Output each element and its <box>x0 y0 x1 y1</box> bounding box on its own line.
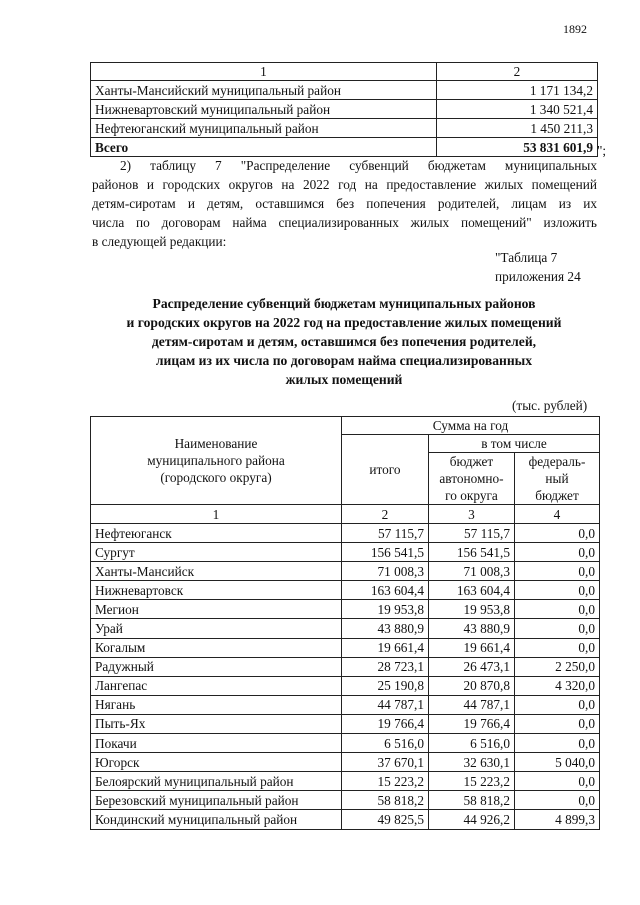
title-line: Распределение субвенций бюджетам муниципальных районов <box>152 296 536 311</box>
row-name: Югорск <box>91 753 342 772</box>
row-total: 43 880,9 <box>342 619 429 638</box>
paragraph-line: детям-сиротам и детям, оставшимся без попечения родителей, лицам из их <box>92 196 597 211</box>
row-federal: 0,0 <box>515 695 600 714</box>
row-name: Кондинский муниципальный район <box>91 810 342 829</box>
header-budget-ao <box>429 453 515 505</box>
header-federal <box>515 453 600 505</box>
total-label: Всего <box>91 138 437 157</box>
paragraph-line: в следующей редакции: <box>92 234 227 249</box>
row-name: Нижневартовск <box>91 581 342 600</box>
total-value: 53 831 601,9 <box>437 138 598 157</box>
header-name-cell <box>91 417 342 505</box>
row-budget-ao: 58 818,2 <box>429 791 515 810</box>
row-total: 28 723,1 <box>342 657 429 676</box>
row-total: 57 115,7 <box>342 524 429 543</box>
row-total: 37 670,1 <box>342 753 429 772</box>
row-name: Пыть-Ях <box>91 714 342 733</box>
paragraph-line: 2) таблицу 7 "Распределение субвенций бюджетам муниципальных <box>120 158 597 173</box>
title-line: жилых помещений <box>285 372 403 387</box>
row-budget-ao: 43 880,9 <box>429 619 515 638</box>
row-total: 71 008,3 <box>342 562 429 581</box>
table-row <box>91 100 598 119</box>
row-budget-ao: 163 604,4 <box>429 581 515 600</box>
row-budget-ao: 44 787,1 <box>429 695 515 714</box>
row-budget-ao: 19 766,4 <box>429 714 515 733</box>
page-number: 1892 <box>563 22 587 36</box>
col-number: 4 <box>515 505 600 524</box>
row-budget-ao: 57 115,7 <box>429 524 515 543</box>
row-name: Нижневартовский муниципальный район <box>91 100 437 119</box>
row-total: 19 953,8 <box>342 600 429 619</box>
total-row <box>91 138 598 157</box>
header-name-line: Наименование <box>174 436 258 451</box>
row-federal: 0,0 <box>515 734 600 753</box>
row-name: Радужный <box>91 657 342 676</box>
table-row <box>91 81 598 100</box>
row-budget-ao: 26 473,1 <box>429 657 515 676</box>
row-federal: 0,0 <box>515 772 600 791</box>
row-budget-ao: 156 541,5 <box>429 543 515 562</box>
header-sum-per-year: Сумма на год <box>342 417 600 435</box>
table-row <box>91 119 598 138</box>
table-row <box>91 619 600 638</box>
row-federal: 2 250,0 <box>515 657 600 676</box>
title-line: лицам из их числа по договорам найма специализированных <box>155 353 533 368</box>
table-row <box>91 676 600 695</box>
row-budget-ao: 20 870,8 <box>429 676 515 695</box>
row-total: 156 541,5 <box>342 543 429 562</box>
row-name: Мегион <box>91 600 342 619</box>
table-row <box>91 524 600 543</box>
header-federal-line: бюджет <box>535 488 579 503</box>
title-line: и городских округов на 2022 год на предоставление жилых помещений <box>126 315 562 330</box>
row-total: 6 516,0 <box>342 734 429 753</box>
table-row <box>91 810 600 829</box>
row-budget-ao: 19 953,8 <box>429 600 515 619</box>
table-body <box>91 524 600 830</box>
header-including: в том числе <box>429 435 600 453</box>
header-name-line: (городского округа) <box>160 470 272 485</box>
table-row <box>91 581 600 600</box>
row-total: 25 190,8 <box>342 676 429 695</box>
table-row <box>91 714 600 733</box>
row-total: 15 223,2 <box>342 772 429 791</box>
table-ref-line-2: приложения 24 <box>495 269 581 284</box>
col-number: 2 <box>342 505 429 524</box>
row-total: 19 661,4 <box>342 638 429 657</box>
paragraph-line: районов и городских округов на 2022 год на предоставление жилых помещений <box>92 177 597 192</box>
row-name: Ханты-Мансийск <box>91 562 342 581</box>
row-total: 19 766,4 <box>342 714 429 733</box>
header-col-1: 1 <box>91 63 437 81</box>
header-federal-line: федераль- <box>528 454 586 469</box>
table-ref-line-1: "Таблица 7 <box>495 250 558 265</box>
header-name-line: муниципального района <box>147 453 285 468</box>
row-name: Белоярский муниципальный район <box>91 772 342 791</box>
row-budget-ao: 32 630,1 <box>429 753 515 772</box>
top-table <box>90 62 598 157</box>
amendment-paragraph <box>92 156 597 251</box>
row-budget-ao: 19 661,4 <box>429 638 515 657</box>
row-budget-ao: 71 008,3 <box>429 562 515 581</box>
row-federal: 0,0 <box>515 791 600 810</box>
header-budget-line: автономно- <box>439 471 504 486</box>
row-federal: 0,0 <box>515 562 600 581</box>
row-federal: 0,0 <box>515 524 600 543</box>
row-name: Урай <box>91 619 342 638</box>
table-row <box>91 734 600 753</box>
row-budget-ao: 6 516,0 <box>429 734 515 753</box>
row-federal: 0,0 <box>515 619 600 638</box>
paragraph-line: числа по договорам найма специализированных жилых помещений" изложить <box>92 215 597 230</box>
table-row <box>91 638 600 657</box>
table-row <box>91 791 600 810</box>
row-total: 49 825,5 <box>342 810 429 829</box>
row-name: Нефтеюганский муниципальный район <box>91 119 437 138</box>
row-federal: 0,0 <box>515 638 600 657</box>
header-budget-line: бюджет <box>449 454 494 469</box>
table-row <box>91 543 600 562</box>
row-federal: 0,0 <box>515 543 600 562</box>
row-total: 44 787,1 <box>342 695 429 714</box>
row-name: Лангепас <box>91 676 342 695</box>
row-federal: 0,0 <box>515 600 600 619</box>
header-federal-line: ный <box>545 471 569 486</box>
row-federal: 5 040,0 <box>515 753 600 772</box>
row-name: Ханты-Мансийский муниципальный район <box>91 81 437 100</box>
row-name: Когалым <box>91 638 342 657</box>
header-col-2: 2 <box>437 63 598 81</box>
col-number: 1 <box>91 505 342 524</box>
row-total: 163 604,4 <box>342 581 429 600</box>
row-budget-ao: 15 223,2 <box>429 772 515 791</box>
table-title <box>90 294 598 389</box>
row-federal: 0,0 <box>515 714 600 733</box>
row-name: Покачи <box>91 734 342 753</box>
table-row <box>91 753 600 772</box>
row-name: Березовский муниципальный район <box>91 791 342 810</box>
top-table-header <box>91 63 598 81</box>
header-row-1 <box>91 417 600 435</box>
row-federal: 4 899,3 <box>515 810 600 829</box>
row-value: 1 450 211,3 <box>437 119 598 138</box>
table-row <box>91 562 600 581</box>
table-row <box>91 657 600 676</box>
table-row <box>91 772 600 791</box>
row-federal: 4 320,0 <box>515 676 600 695</box>
table-row <box>91 695 600 714</box>
row-budget-ao: 44 926,2 <box>429 810 515 829</box>
column-number-row <box>91 505 600 524</box>
row-federal: 0,0 <box>515 581 600 600</box>
table-row <box>91 600 600 619</box>
row-value: 1 171 134,2 <box>437 81 598 100</box>
row-total: 58 818,2 <box>342 791 429 810</box>
title-line: детям-сиротам и детям, оставшимся без попечения родителей, <box>151 334 537 349</box>
subsidy-table <box>90 416 600 830</box>
row-value: 1 340 521,4 <box>437 100 598 119</box>
header-budget-line: го округа <box>445 488 498 503</box>
closing-quote: "; <box>597 143 607 158</box>
col-number: 3 <box>429 505 515 524</box>
units-label: (тыс. рублей) <box>512 398 588 413</box>
row-name: Нефтеюганск <box>91 524 342 543</box>
header-total: итого <box>342 435 429 505</box>
row-name: Нягань <box>91 695 342 714</box>
row-name: Сургут <box>91 543 342 562</box>
